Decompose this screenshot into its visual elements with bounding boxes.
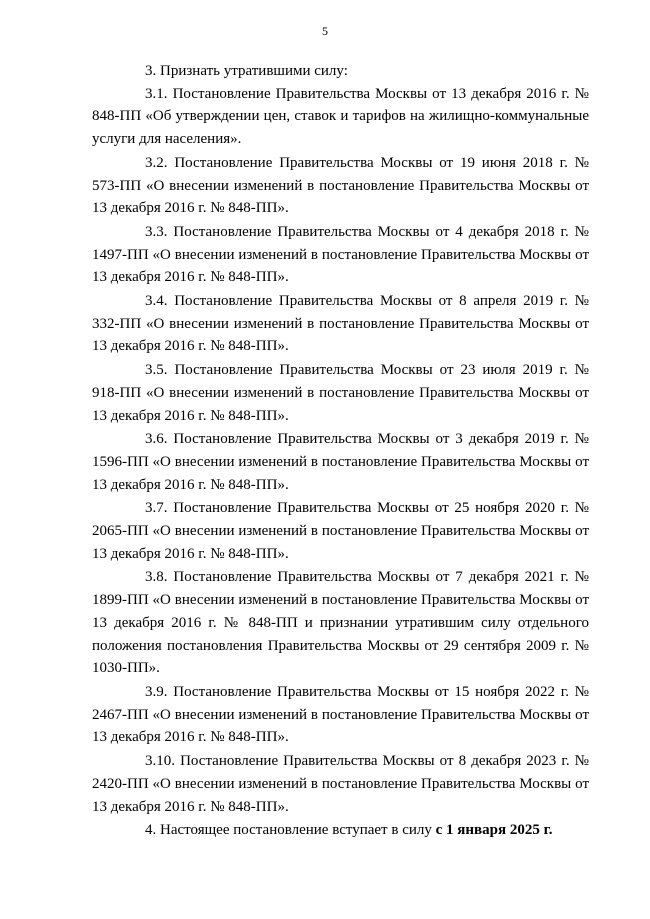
section-intro: 3. Признать утратившими силу:: [145, 63, 348, 79]
list-item: 3.1. Постановление Правительства Москвы от 13 декабря 2016 г. № 848-ПП «Об утверждении цен, ставок и тарифов на жилищно-коммунальные услуги для населения».: [92, 85, 589, 148]
list-item: 3.2. Постановление Правительства Москвы от 19 июня 2018 г. № 573-ПП «О внесении изменений в постановление Правительства Москвы от 13 декабря 2016 г. № 848-ПП».: [92, 154, 589, 217]
list-item: 3.10. Постановление Правительства Москвы от 8 декабря 2023 г. № 2420-ПП «О внесении изменений в постановление Правительства Москвы от 13 декабря 2016 г. № 848-ПП».: [92, 753, 589, 815]
list-item: 3.3. Постановление Правительства Москвы от 4 декабря 2018 г. № 1497-ПП «О внесении изменений в постановление Правительства Москвы от 13 декабря 2016 г. № 848-ПП».: [92, 223, 589, 286]
list-item: 3.4. Постановление Правительства Москвы от 8 апреля 2019 г. № 332-ПП «О внесении изменений в постановление Правительства Москвы от 13 декабря 2016 г. № 848-ПП».: [92, 293, 589, 355]
effective-date-paragraph: [92, 819, 589, 842]
effective-date-bold: с 1 января 2025 г.: [435, 822, 553, 839]
list-item: 3.9. Постановление Правительства Москвы от 15 ноября 2022 г. № 2467-ПП «О внесении изменений в постановление Правительства Москвы от 13 декабря 2016 г. № 848-ПП».: [92, 683, 589, 746]
effective-date-text: 4. Настоящее постановление вступает в силу: [145, 822, 436, 839]
list-item: 3.8. Постановление Правительства Москвы от 7 декабря 2021 г. № 1899-ПП «О внесении изменений в постановление Правительства Москвы от 13 декабря 2016 г. № 848-ПП и признании утратившим силу отдельного положения постановления Правительства Москвы от 29 сентября 2009 г. № 1030-ПП».: [92, 569, 589, 677]
document-body: [92, 60, 589, 842]
list-item: 3.6. Постановление Правительства Москвы от 3 декабря 2019 г. № 1596-ПП «О внесении изменений в постановление Правительства Москвы от 13 декабря 2016 г. № 848-ПП».: [92, 431, 589, 493]
page-number: 5: [322, 24, 328, 38]
list-item: 3.5. Постановление Правительства Москвы от 23 июля 2019 г. № 918-ПП «О внесении изменений в постановление Правительства Москвы от 13 декабря 2016 г. № 848-ПП».: [92, 362, 589, 424]
list-item: 3.7. Постановление Правительства Москвы от 25 ноября 2020 г. № 2065-ПП «О внесении изменений в постановление Правительства Москвы от 13 декабря 2016 г. № 848-ПП».: [92, 500, 589, 562]
